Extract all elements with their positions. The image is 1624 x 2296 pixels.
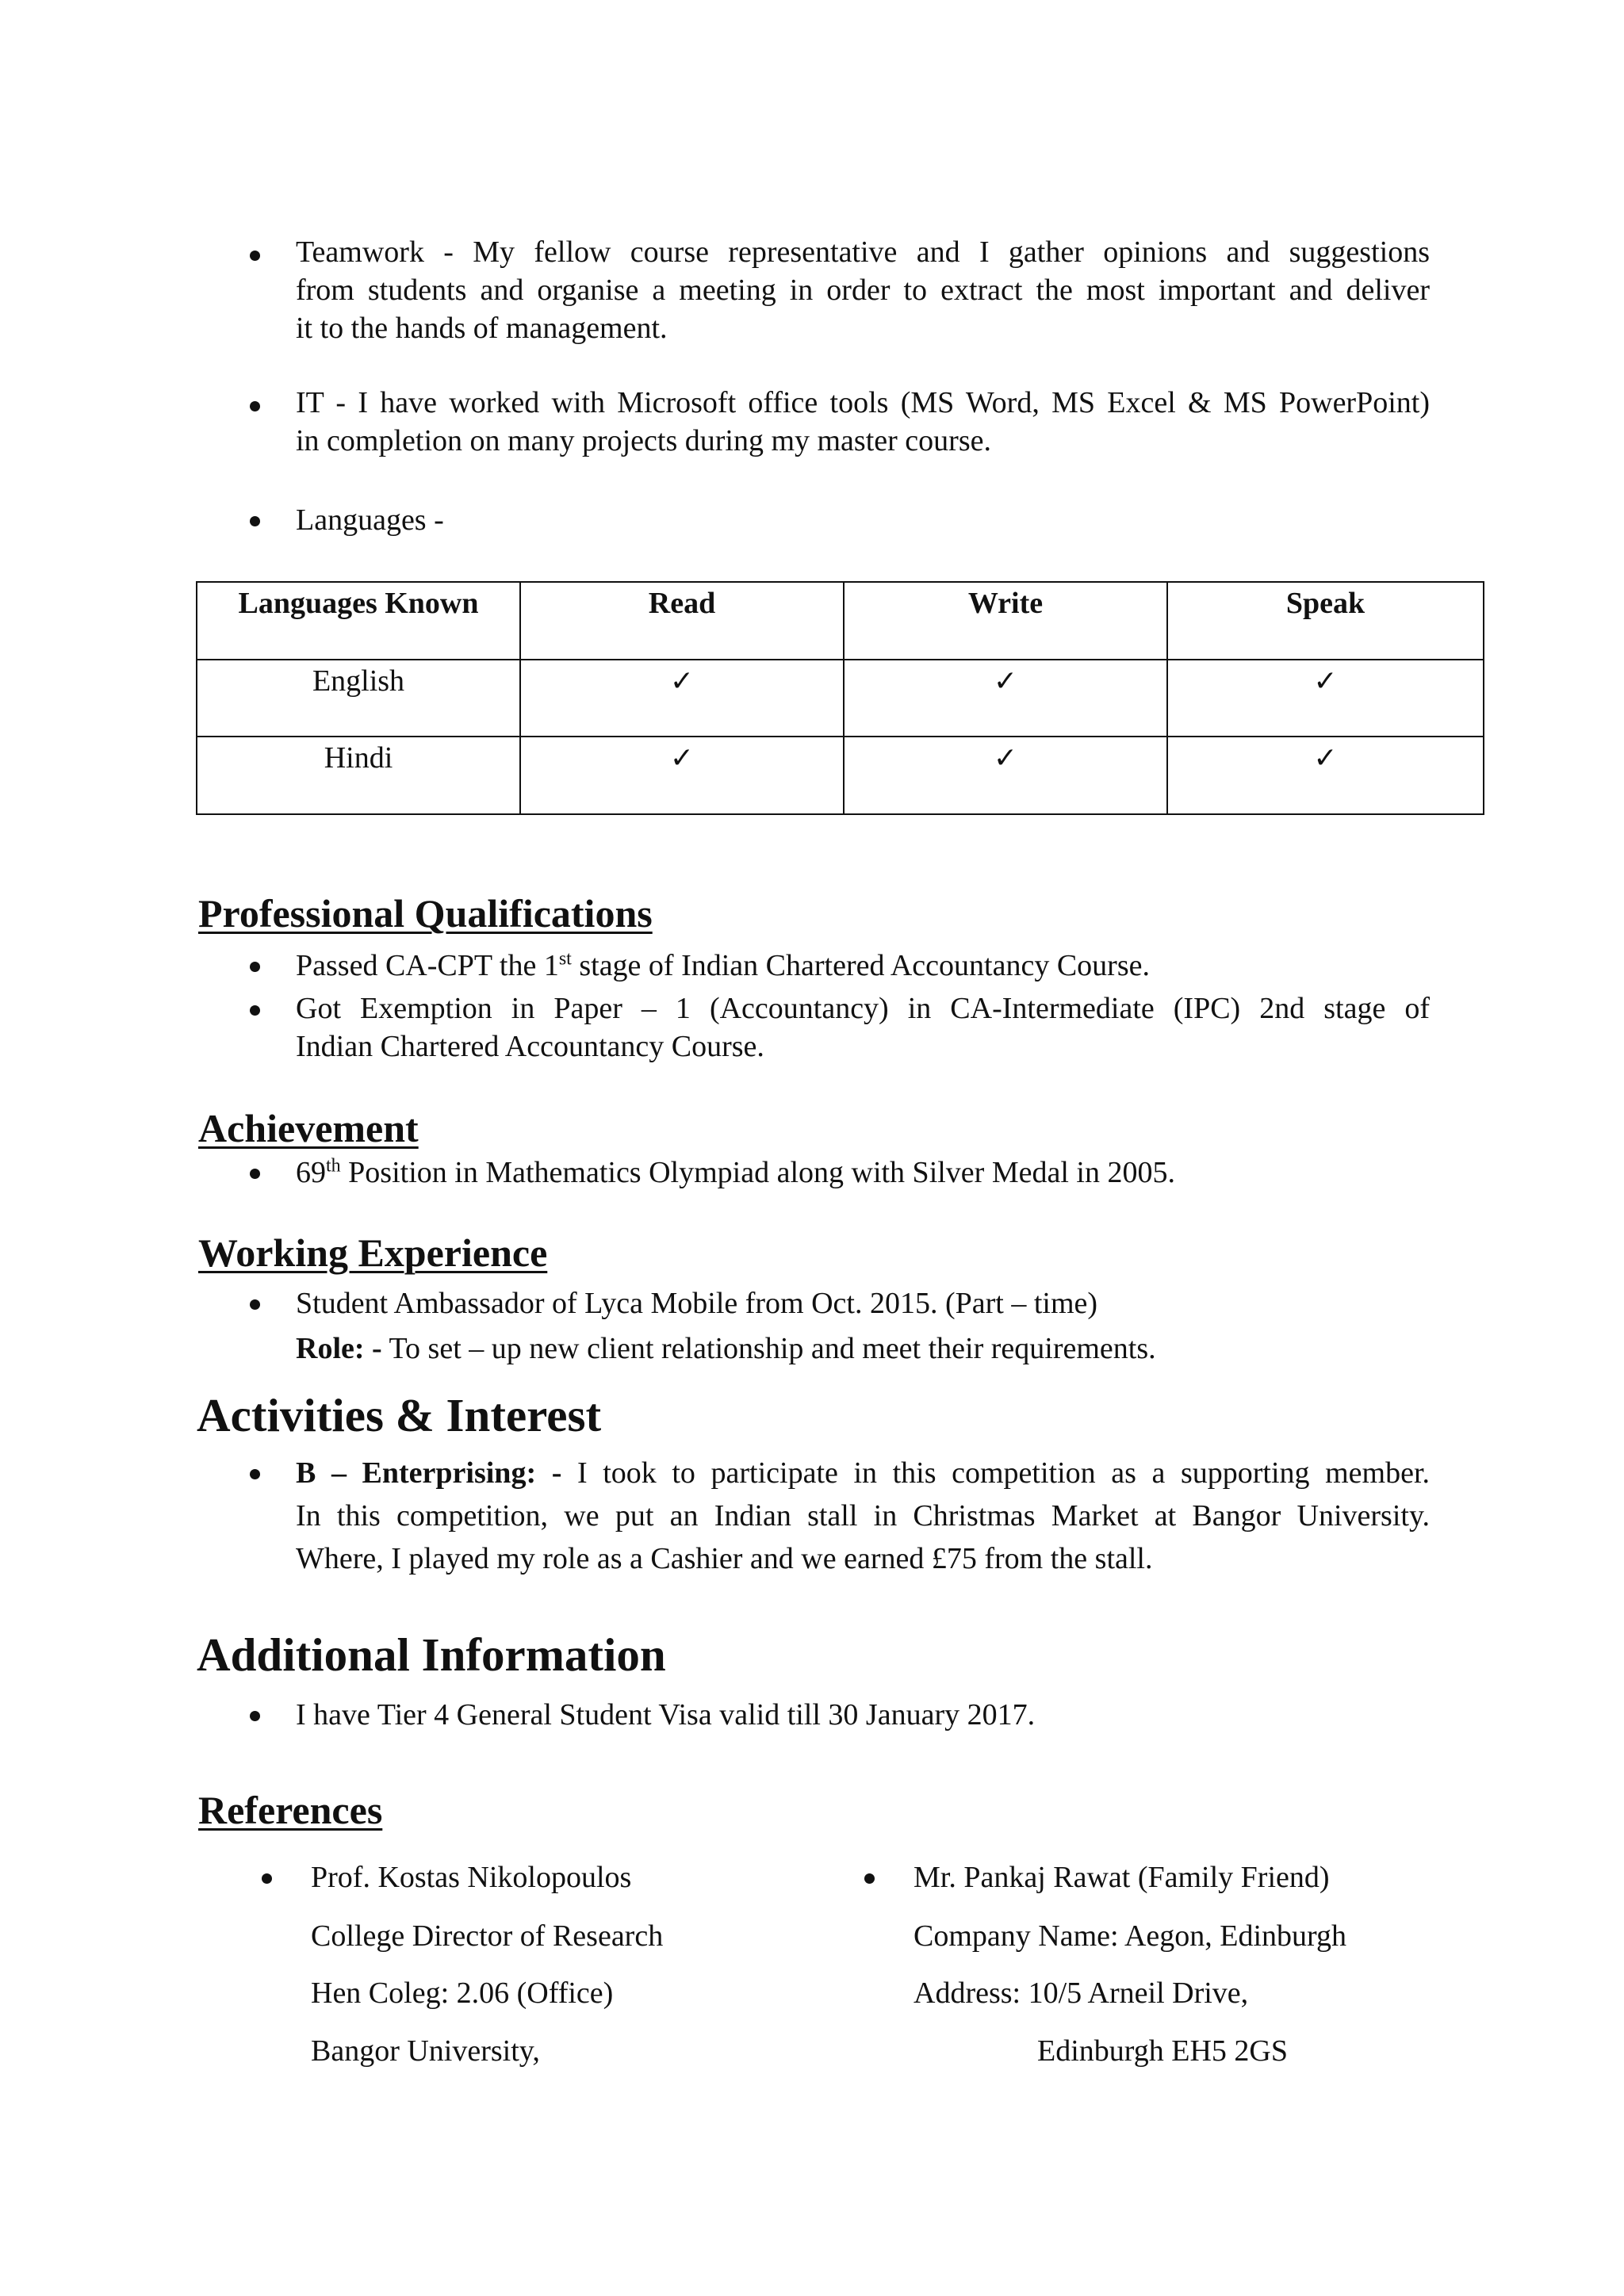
- bullet-icon: [250, 1711, 260, 1721]
- it-line: IT - I have worked with Microsoft office tools (MS Word, MS Excel & MS PowerPoint): [296, 386, 1430, 419]
- ordinal-suffix: st: [558, 948, 572, 970]
- bullet-icon: [250, 1005, 260, 1016]
- additional-info-item: I have Tier 4 General Student Visa valid till 30 January 2017.: [296, 1698, 1036, 1732]
- speak-check-cell: [1167, 660, 1484, 737]
- languages-label: Languages -: [296, 503, 444, 537]
- qualification-line: Got Exemption in Paper – 1 (Accountancy) in CA-Intermediate (IPC) 2nd stage of: [296, 992, 1430, 1025]
- activities-paragraph: [296, 1452, 1430, 1580]
- speak-check-cell: [1167, 737, 1484, 814]
- bullet-icon: [250, 516, 260, 526]
- reference-left-name: Prof. Kostas Nikolopoulos: [311, 1861, 632, 1894]
- bullet-icon: [250, 1469, 260, 1479]
- section-heading-achievement: Achievement: [198, 1106, 419, 1150]
- it-paragraph: [296, 384, 1430, 460]
- section-heading-working-experience: Working Experience: [198, 1230, 548, 1275]
- bullet-icon: [250, 401, 260, 411]
- bullet-icon: [250, 251, 260, 261]
- reference-right-line: Company Name: Aegon, Edinburgh: [914, 1919, 1347, 1953]
- it-line: in completion on many projects during my master course.: [296, 424, 991, 457]
- section-heading-references: References: [198, 1788, 383, 1832]
- bullet-icon: [864, 1873, 875, 1884]
- bullet-icon: [250, 1169, 260, 1179]
- read-check-cell: [520, 737, 844, 814]
- activity-label: B – Enterprising: -: [296, 1456, 562, 1490]
- section-heading-professional-qualifications: Professional Qualifications: [198, 891, 653, 936]
- achievement-text: 69: [296, 1156, 326, 1189]
- achievement-text: Position in Mathematics Olympiad along with Silver Medal in 2005.: [340, 1156, 1175, 1189]
- teamwork-line: from students and organise a meeting in order to extract the most important and deliver: [296, 274, 1430, 307]
- checkmark-icon: ✓: [669, 664, 695, 698]
- language-cell: Hindi: [197, 737, 520, 814]
- table-row: [197, 737, 1484, 814]
- experience-item: Student Ambassador of Lyca Mobile from Oct. 2015. (Part – time): [296, 1287, 1098, 1320]
- section-heading-activities-interest: Activities & Interest: [197, 1389, 602, 1441]
- read-check-cell: [520, 660, 844, 737]
- language-cell: English: [197, 660, 520, 737]
- reference-right-name: Mr. Pankaj Rawat (Family Friend): [914, 1861, 1330, 1894]
- bullet-icon: [250, 962, 260, 972]
- teamwork-paragraph: [296, 233, 1430, 347]
- reference-left-line: Bangor University,: [311, 2034, 540, 2068]
- checkmark-icon: ✓: [1313, 742, 1338, 775]
- qualification-item: [296, 947, 1150, 985]
- bullet-icon: [262, 1873, 272, 1884]
- achievement-item: [296, 1154, 1175, 1192]
- checkmark-icon: ✓: [993, 742, 1018, 775]
- column-header: Read: [520, 582, 844, 660]
- qualification-text: stage of Indian Chartered Accountancy Course.: [571, 949, 1150, 982]
- reference-left-line: College Director of Research: [311, 1919, 664, 1953]
- checkmark-icon: ✓: [1313, 664, 1338, 698]
- teamwork-line: Teamwork - My fellow course representative and I gather opinions and suggestions: [296, 235, 1430, 269]
- checkmark-icon: ✓: [993, 664, 1018, 698]
- languages-table: [196, 581, 1484, 815]
- qualification-text: Passed CA-CPT the 1: [296, 949, 559, 982]
- role-label: Role: -: [296, 1332, 382, 1365]
- activity-text: I took to participate in this competition as a supporting member.: [561, 1456, 1430, 1490]
- write-check-cell: [844, 660, 1167, 737]
- role-text: To set – up new client relationship and meet their requirements.: [381, 1332, 1156, 1365]
- reference-right-line: Edinburgh EH5 2GS: [1037, 2034, 1288, 2068]
- teamwork-line: it to the hands of management.: [296, 312, 668, 345]
- table-row: [197, 660, 1484, 737]
- column-header: Speak: [1167, 582, 1484, 660]
- write-check-cell: [844, 737, 1167, 814]
- column-header: Languages Known: [197, 582, 520, 660]
- activities-line: In this competition, we put an Indian stall in Christmas Market at Bangor University.: [296, 1499, 1430, 1533]
- activities-line: [296, 1452, 1430, 1494]
- table-header-row: [197, 582, 1484, 660]
- experience-role: [296, 1330, 1156, 1368]
- checkmark-icon: ✓: [669, 742, 695, 775]
- ordinal-suffix: th: [326, 1155, 341, 1177]
- section-heading-additional-information: Additional Information: [197, 1628, 666, 1681]
- reference-left-line: Hen Coleg: 2.06 (Office): [311, 1976, 614, 2010]
- activities-line: Where, I played my role as a Cashier and we earned £75 from the stall.: [296, 1542, 1153, 1575]
- qualification-line: Indian Chartered Accountancy Course.: [296, 1030, 764, 1063]
- reference-right-line: Address: 10/5 Arneil Drive,: [914, 1976, 1249, 2010]
- bullet-icon: [250, 1299, 260, 1310]
- qualification-item: [296, 989, 1430, 1066]
- column-header: Write: [844, 582, 1167, 660]
